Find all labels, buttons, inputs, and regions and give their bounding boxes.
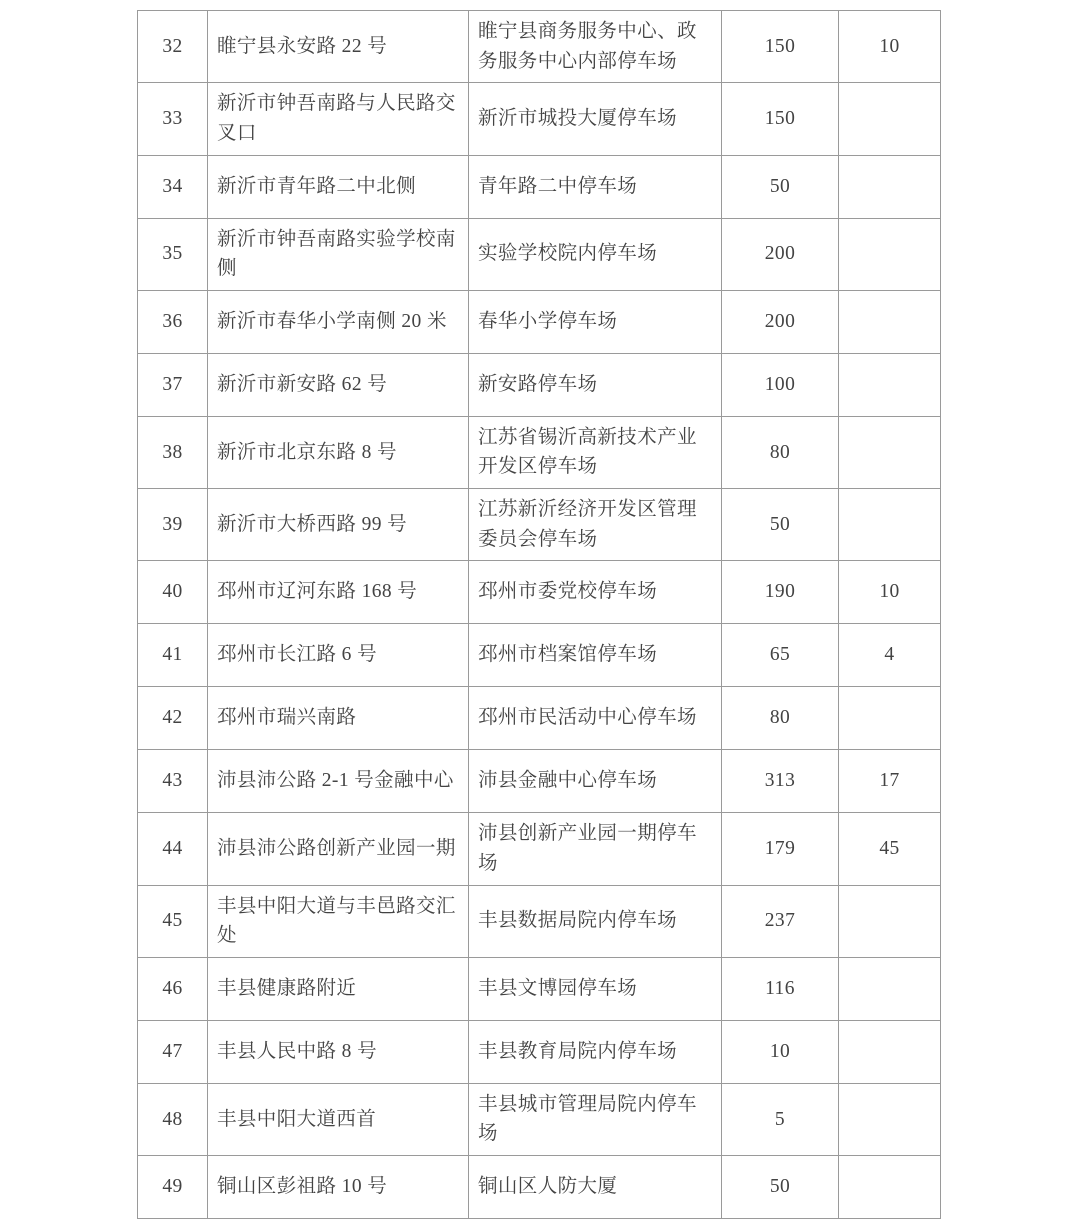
cell-index: 33 bbox=[138, 83, 208, 155]
cell-facility: 新安路停车场 bbox=[469, 353, 722, 416]
cell-address: 丰县健康路附近 bbox=[208, 957, 469, 1020]
cell-address: 新沂市钟吾南路实验学校南侧 bbox=[208, 218, 469, 290]
cell-index: 48 bbox=[138, 1083, 208, 1155]
cell-spaces: 237 bbox=[722, 885, 839, 957]
table-row bbox=[138, 218, 941, 290]
cell-address: 丰县中阳大道与丰邑路交汇处 bbox=[208, 885, 469, 957]
cell-charging bbox=[839, 353, 941, 416]
cell-charging: 45 bbox=[839, 813, 941, 885]
table-row bbox=[138, 687, 941, 750]
cell-spaces: 80 bbox=[722, 416, 839, 488]
cell-spaces: 150 bbox=[722, 11, 839, 83]
cell-charging bbox=[839, 218, 941, 290]
cell-spaces: 313 bbox=[722, 750, 839, 813]
cell-address: 沛县沛公路 2-1 号金融中心 bbox=[208, 750, 469, 813]
cell-spaces: 5 bbox=[722, 1083, 839, 1155]
cell-index: 42 bbox=[138, 687, 208, 750]
cell-facility: 丰县文博园停车场 bbox=[469, 957, 722, 1020]
cell-address: 邳州市瑞兴南路 bbox=[208, 687, 469, 750]
table-row bbox=[138, 561, 941, 624]
table-row bbox=[138, 1083, 941, 1155]
table-row bbox=[138, 155, 941, 218]
cell-charging: 10 bbox=[839, 561, 941, 624]
cell-address: 铜山区彭祖路 10 号 bbox=[208, 1156, 469, 1219]
cell-index: 49 bbox=[138, 1156, 208, 1219]
cell-spaces: 200 bbox=[722, 218, 839, 290]
cell-spaces: 190 bbox=[722, 561, 839, 624]
table-row bbox=[138, 1020, 941, 1083]
cell-facility: 青年路二中停车场 bbox=[469, 155, 722, 218]
table-row bbox=[138, 489, 941, 561]
cell-charging bbox=[839, 416, 941, 488]
table-row bbox=[138, 957, 941, 1020]
cell-charging: 10 bbox=[839, 11, 941, 83]
cell-charging: 4 bbox=[839, 624, 941, 687]
table-row bbox=[138, 885, 941, 957]
cell-spaces: 50 bbox=[722, 155, 839, 218]
cell-spaces: 150 bbox=[722, 83, 839, 155]
table-row bbox=[138, 1156, 941, 1219]
table-row bbox=[138, 11, 941, 83]
cell-spaces: 80 bbox=[722, 687, 839, 750]
cell-facility: 丰县城市管理局院内停车场 bbox=[469, 1083, 722, 1155]
cell-charging: 17 bbox=[839, 750, 941, 813]
cell-address: 邳州市长江路 6 号 bbox=[208, 624, 469, 687]
cell-spaces: 65 bbox=[722, 624, 839, 687]
cell-spaces: 116 bbox=[722, 957, 839, 1020]
cell-index: 41 bbox=[138, 624, 208, 687]
cell-charging bbox=[839, 885, 941, 957]
cell-address: 沛县沛公路创新产业园一期 bbox=[208, 813, 469, 885]
cell-index: 40 bbox=[138, 561, 208, 624]
table-row bbox=[138, 83, 941, 155]
cell-spaces: 179 bbox=[722, 813, 839, 885]
table-body bbox=[138, 11, 941, 1219]
cell-address: 丰县人民中路 8 号 bbox=[208, 1020, 469, 1083]
cell-facility: 沛县金融中心停车场 bbox=[469, 750, 722, 813]
cell-index: 34 bbox=[138, 155, 208, 218]
cell-charging bbox=[839, 687, 941, 750]
table-row bbox=[138, 290, 941, 353]
cell-spaces: 100 bbox=[722, 353, 839, 416]
cell-spaces: 10 bbox=[722, 1020, 839, 1083]
cell-charging bbox=[839, 1083, 941, 1155]
table-row bbox=[138, 750, 941, 813]
cell-spaces: 50 bbox=[722, 489, 839, 561]
cell-spaces: 200 bbox=[722, 290, 839, 353]
cell-address: 邳州市辽河东路 168 号 bbox=[208, 561, 469, 624]
cell-charging bbox=[839, 290, 941, 353]
cell-address: 新沂市青年路二中北侧 bbox=[208, 155, 469, 218]
cell-facility: 新沂市城投大厦停车场 bbox=[469, 83, 722, 155]
cell-facility: 江苏新沂经济开发区管理委员会停车场 bbox=[469, 489, 722, 561]
cell-charging bbox=[839, 489, 941, 561]
parking-table-container bbox=[137, 10, 940, 1219]
cell-facility: 邳州市民活动中心停车场 bbox=[469, 687, 722, 750]
cell-address: 睢宁县永安路 22 号 bbox=[208, 11, 469, 83]
cell-address: 新沂市北京东路 8 号 bbox=[208, 416, 469, 488]
cell-facility: 江苏省锡沂高新技术产业开发区停车场 bbox=[469, 416, 722, 488]
cell-charging bbox=[839, 83, 941, 155]
cell-address: 新沂市新安路 62 号 bbox=[208, 353, 469, 416]
cell-address: 丰县中阳大道西首 bbox=[208, 1083, 469, 1155]
cell-facility: 沛县创新产业园一期停车场 bbox=[469, 813, 722, 885]
table-row bbox=[138, 813, 941, 885]
cell-charging bbox=[839, 1156, 941, 1219]
cell-facility: 邳州市档案馆停车场 bbox=[469, 624, 722, 687]
cell-facility: 丰县数据局院内停车场 bbox=[469, 885, 722, 957]
cell-charging bbox=[839, 957, 941, 1020]
cell-index: 36 bbox=[138, 290, 208, 353]
cell-index: 45 bbox=[138, 885, 208, 957]
cell-charging bbox=[839, 155, 941, 218]
cell-facility: 实验学校院内停车场 bbox=[469, 218, 722, 290]
cell-index: 43 bbox=[138, 750, 208, 813]
table-row bbox=[138, 624, 941, 687]
cell-facility: 春华小学停车场 bbox=[469, 290, 722, 353]
table-row bbox=[138, 416, 941, 488]
cell-facility: 邳州市委党校停车场 bbox=[469, 561, 722, 624]
cell-facility: 丰县教育局院内停车场 bbox=[469, 1020, 722, 1083]
cell-index: 47 bbox=[138, 1020, 208, 1083]
cell-address: 新沂市钟吾南路与人民路交叉口 bbox=[208, 83, 469, 155]
cell-address: 新沂市春华小学南侧 20 米 bbox=[208, 290, 469, 353]
cell-address: 新沂市大桥西路 99 号 bbox=[208, 489, 469, 561]
cell-index: 38 bbox=[138, 416, 208, 488]
cell-spaces: 50 bbox=[722, 1156, 839, 1219]
parking-lot-table bbox=[137, 10, 941, 1219]
cell-index: 39 bbox=[138, 489, 208, 561]
cell-facility: 铜山区人防大厦 bbox=[469, 1156, 722, 1219]
cell-index: 46 bbox=[138, 957, 208, 1020]
cell-index: 44 bbox=[138, 813, 208, 885]
table-row bbox=[138, 353, 941, 416]
cell-facility: 睢宁县商务服务中心、政务服务中心内部停车场 bbox=[469, 11, 722, 83]
cell-index: 32 bbox=[138, 11, 208, 83]
cell-charging bbox=[839, 1020, 941, 1083]
cell-index: 37 bbox=[138, 353, 208, 416]
cell-index: 35 bbox=[138, 218, 208, 290]
